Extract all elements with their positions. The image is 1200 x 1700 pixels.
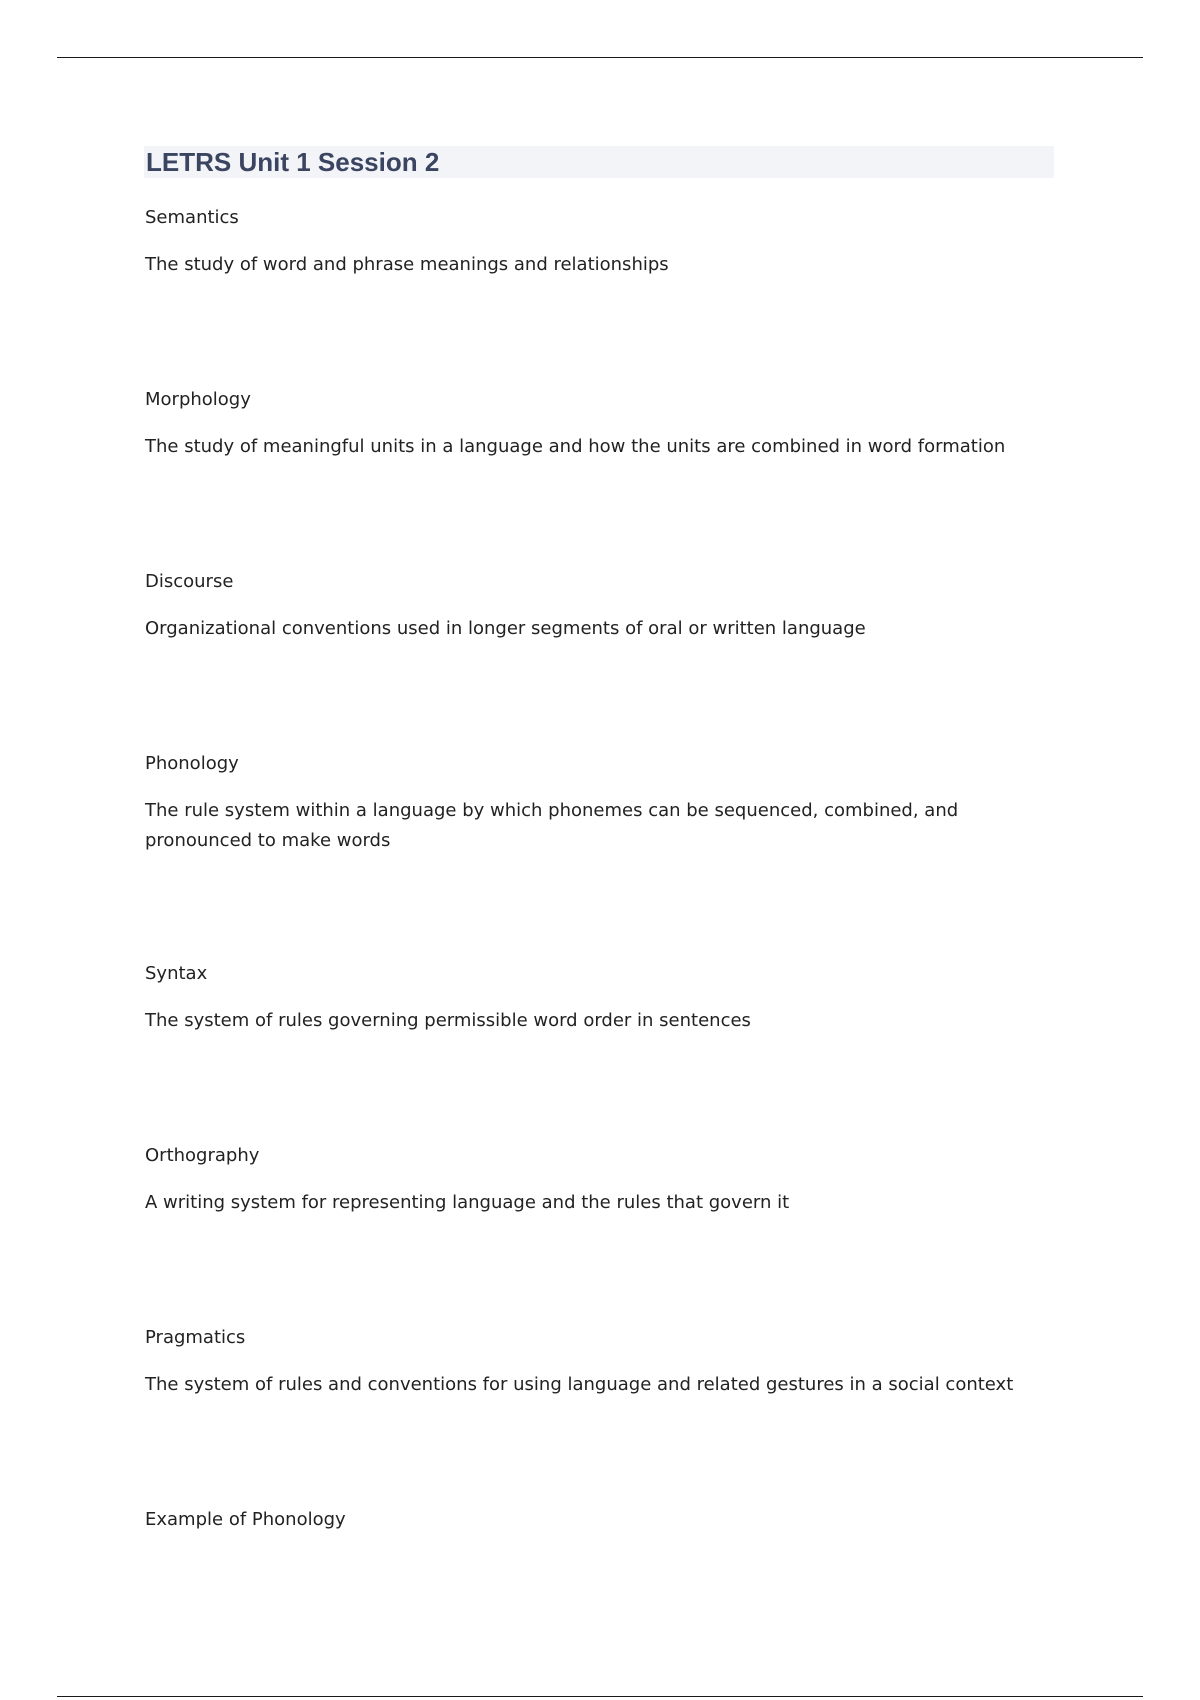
flashcard-phonology <box>145 752 1045 856</box>
card-term: Discourse <box>145 571 234 592</box>
card-definition: The system of rules and conventions for using language and related gestures in a social context <box>145 1374 1014 1395</box>
flashcard-orthography <box>145 1144 1045 1218</box>
card-term: Pragmatics <box>145 1327 246 1348</box>
flashcard-morphology <box>145 388 1045 462</box>
page-bottom-rule <box>57 1696 1143 1697</box>
page-top-rule <box>57 57 1143 58</box>
flashcard-syntax <box>145 962 1045 1036</box>
card-definition: Organizational conventions used in longer segments of oral or written language <box>145 618 866 639</box>
card-definition: The study of meaningful units in a language and how the units are combined in word formation <box>145 436 1006 457</box>
card-term: Morphology <box>145 389 251 410</box>
flashcard-pragmatics <box>145 1326 1045 1400</box>
card-term: Example of Phonology <box>145 1509 346 1530</box>
card-term: Orthography <box>145 1145 260 1166</box>
card-term: Phonology <box>145 753 239 774</box>
flashcard-example-of-phonology <box>145 1508 1045 1552</box>
card-term: Semantics <box>145 207 239 228</box>
card-definition: The system of rules governing permissible word order in sentences <box>145 1010 751 1031</box>
card-definition: The study of word and phrase meanings and relationships <box>145 254 669 275</box>
flashcard-semantics <box>145 206 1045 280</box>
card-definition: The rule system within a language by which phonemes can be sequenced, combined, and pronounced to make words <box>145 800 959 851</box>
page-title: LETRS Unit 1 Session 2 <box>146 147 440 177</box>
title-bar <box>144 146 1054 178</box>
card-term: Syntax <box>145 963 208 984</box>
flashcard-discourse <box>145 570 1045 644</box>
card-definition: A writing system for representing language and the rules that govern it <box>145 1192 790 1213</box>
